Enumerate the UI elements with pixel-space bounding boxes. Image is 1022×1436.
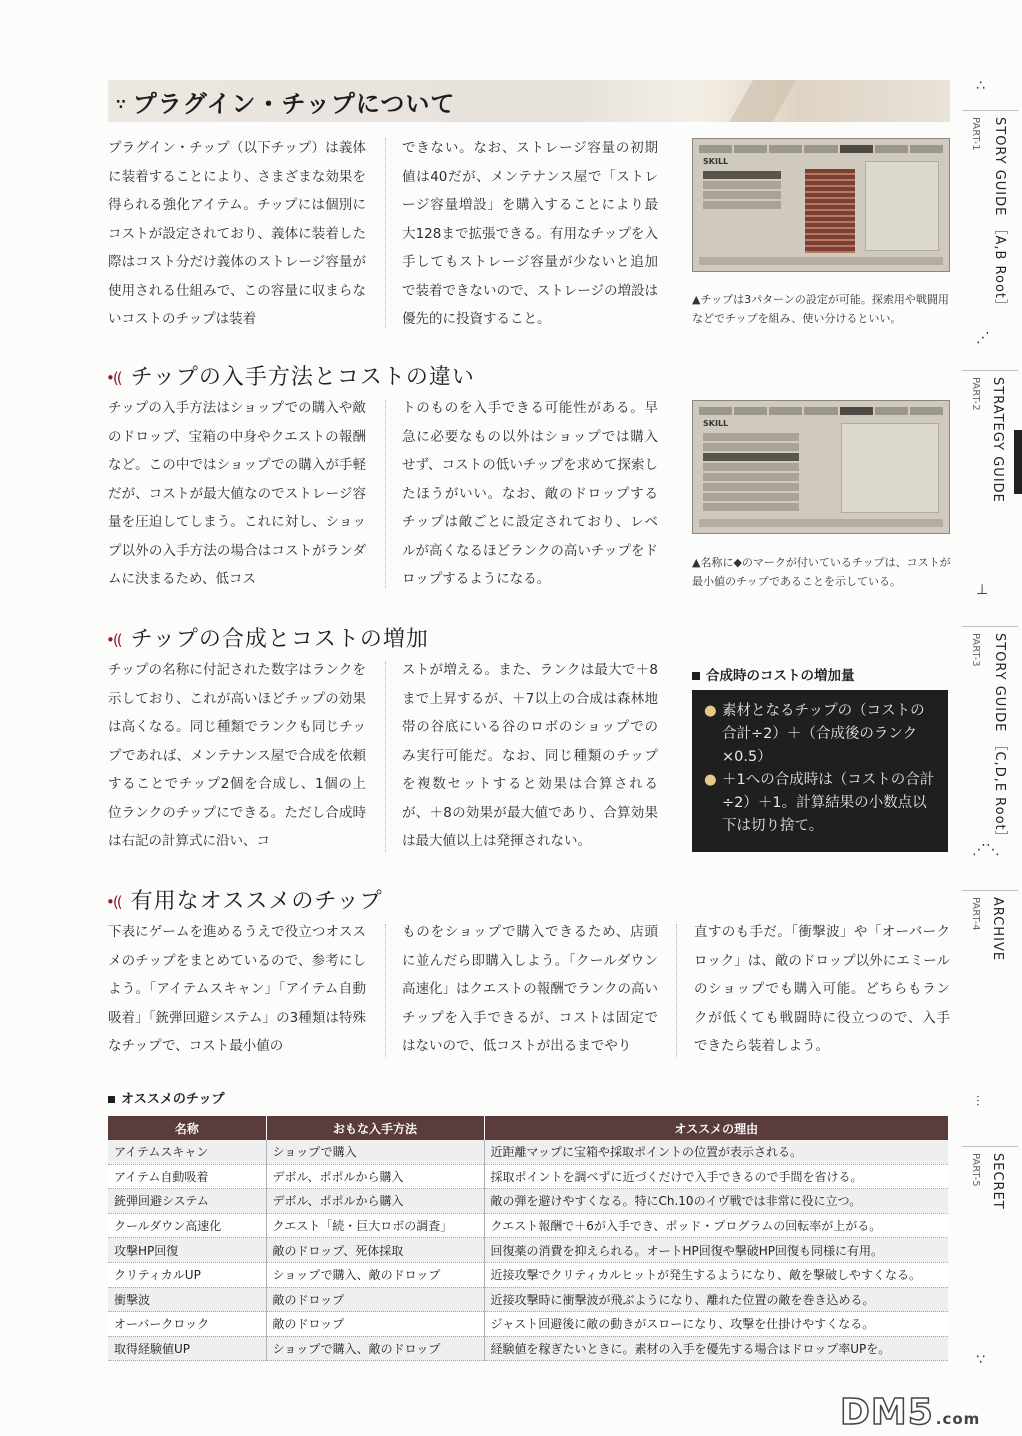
chip-name: 銃弾回避システム [108, 1189, 266, 1214]
table-row [108, 1262, 948, 1287]
intro-caption: ▲チップは3パターンの設定が可能。探索用や戦闘用などでチップを組み、使い分けるといい。 [692, 293, 949, 325]
nav-item-secret[interactable] [962, 1146, 1018, 1347]
section-heading-acquire: •(( チップの入手方法とコストの違い [106, 365, 475, 390]
screenshot-list [703, 171, 781, 211]
title-mark: ∵ [116, 97, 127, 113]
screenshot-footer [699, 519, 943, 527]
sec3-col2: ストが増える。また、ランクは最大で＋8まで上昇するが、＋7以上の合成は森林地帯の谷底にいる谷のロボのショップでのみ実行可能だ。なお、同じ種類のチップを複数セットすると効果は合算されるが、＋8の効果が最大値であり、合算効果は最大値以上は発揮されない。 [402, 662, 658, 849]
nav-symbol-icon: ⫶ [976, 1094, 980, 1110]
title-decoration [710, 80, 830, 122]
screenshot-list [703, 433, 799, 513]
nav-symbol-icon: ⋰ [976, 330, 990, 346]
section-heading-recommended: •(( 有用なオススメのチップ [106, 889, 383, 914]
chip-reason: 採取ポイントを調べずに近づくだけで入手できるので手間を省ける。 [484, 1164, 948, 1189]
sec4-col3: 直すのも手だ。「衝撃波」や「オーバークロック」は、敵のドロップ以外にエミールのショップでも購入可能。どちらもランクが低くても戦闘時に役立つので、入手できたら装着しよう。 [694, 924, 950, 1054]
chip-reason: 経験値を稼ぎたいときに。素材の入手を優先する場合はドロップ率UPを。 [484, 1336, 948, 1361]
nav-item-strategy-guide[interactable] [962, 370, 1018, 571]
chip-source: クエスト「続・巨大ロボの調査」 [266, 1213, 484, 1238]
chip-reason: 近接攻撃でクリティカルヒットが発生するようになり、敵を撃破しやすくなる。 [484, 1262, 948, 1287]
chip-source: ショップで購入、敵のドロップ [266, 1262, 484, 1287]
recommended-chips-table [108, 1116, 948, 1361]
nav-label: STORY GUIDE ［C,D,E Root］ [992, 633, 1007, 845]
nav-part: PART-3 [970, 633, 981, 667]
table-row [108, 1312, 948, 1337]
nav-part: PART-5 [970, 1153, 981, 1187]
sec2-col1: チップの入手方法はショップでの購入や敵のドロップ、宝箱の中身やクエストの報酬など。この中ではショップでの購入が手軽だが、コストが最大値なのでストレージ容量を圧迫してしまう。これに対し、ショップ以外の入手方法の場合はコストがランダムに決まるため、低コス [108, 400, 366, 587]
chip-name: オーバークロック [108, 1312, 266, 1337]
nav-symbol-icon: ⋰⋱ [972, 842, 1000, 858]
nav-label: STRATEGY GUIDE [990, 377, 1005, 503]
sec2-caption: ▲名称に◆のマークが付いているチップは、コストが最小値のチップであることを示している。 [692, 556, 951, 588]
chip-name: アイテム自動吸着 [108, 1164, 266, 1189]
cost-formula-box [692, 690, 948, 852]
table-header: 名称 [108, 1116, 266, 1140]
intro-col1: プラグイン・チップ（以下チップ）は義体に装着することにより、さまざまな効果を得られる強化アイテム。チップには個別にコストが設定されており、義体に装着した際はコスト分だけ義体のストレージ容量が使用される仕組みで、この容量に収まらないコストのチップは装着 [108, 140, 366, 327]
table-row [108, 1336, 948, 1361]
chip-source: ショップで購入 [266, 1140, 484, 1164]
screenshot-footer [699, 257, 943, 265]
table-header-row [108, 1116, 948, 1140]
table-row [108, 1213, 948, 1238]
page-title [116, 84, 455, 119]
screenshot-skill-sets [692, 138, 950, 272]
chip-name: クリティカルUP [108, 1262, 266, 1287]
nav-symbol-icon: ∴ [976, 78, 985, 94]
divider [676, 924, 677, 1058]
screenshot-skill-label: SKILL [703, 157, 729, 166]
chip-source: デボル、ポポルから購入 [266, 1164, 484, 1189]
chip-name: アイテムスキャン [108, 1140, 266, 1164]
bullet-icon: ● [704, 772, 717, 788]
nav-part: PART-2 [970, 377, 981, 411]
chip-source: 敵のドロップ [266, 1287, 484, 1312]
cost-box-title: 合成時のコストの増加量 [692, 664, 855, 684]
formula-item: ● 素材となるチップの（コストの合計÷2）＋（合成後のランク×0.5） [704, 700, 936, 769]
screenshot-tabs [699, 407, 943, 415]
nav-label: STORY GUIDE ［A,B Root］ [992, 117, 1007, 314]
sec3-col1: チップの名称に付記された数字はランクを示しており、これが高いほどチップの効果は高くなる。同じ種類でランクも同じチップであれば、メンテナンス屋で合成を依頼することでチップ2個を合成し、1個の上位ランクのチップにできる。ただし合成時は右記の計算式に沿い、コ [108, 662, 366, 849]
nav-label: ARCHIVE [990, 897, 1005, 962]
section-heading-synthesis: •(( チップの合成とコストの増加 [106, 627, 429, 652]
table-row [108, 1238, 948, 1263]
nav-end-symbol-icon: ∵ [976, 1352, 985, 1368]
chip-name: 攻撃HP回復 [108, 1238, 266, 1263]
chip-name: 取得経験値UP [108, 1336, 266, 1361]
divider [385, 138, 386, 328]
nav-symbol-icon: ⊥ [976, 582, 989, 598]
table-row [108, 1164, 948, 1189]
divider [385, 924, 386, 1058]
nav-item-story-guide-cde[interactable] [962, 626, 1018, 845]
nav-label: SECRET [990, 1153, 1005, 1210]
intro-col2: できない。なお、ストレージ容量の初期値は40だが、メンテナンス屋で「ストレージ容量増設」を購入することにより最大128まで拡張できる。有用なチップを入手してもストレージ容量が少ないと追加で装着できないので、ストレージの増設は優先的に投資すること。 [402, 140, 658, 327]
table-row [108, 1140, 948, 1164]
screenshot-chip-list [692, 400, 950, 534]
nav-item-story-guide-ab[interactable] [962, 110, 1018, 314]
screenshot-stat-panel [841, 423, 939, 513]
divider [385, 400, 386, 588]
chip-source: 敵のドロップ、死体採取 [266, 1238, 484, 1263]
chip-source: ショップで購入、敵のドロップ [266, 1336, 484, 1361]
table-header: おもな入手方法 [266, 1116, 484, 1140]
sec4-col1: 下表にゲームを進めるうえで役立つオススメのチップをまとめているので、参考にしよう。「アイテムスキャン」「アイテム自動吸着」「銃弾回避システム」の3種類は特殊なチップで、コスト最小値の [108, 924, 366, 1054]
chip-reason: 近距離マップに宝箱や採取ポイントの位置が表示される。 [484, 1140, 948, 1164]
section-mark: •(( [106, 369, 121, 387]
square-icon [692, 672, 700, 680]
sec4-col2: ものをショップで購入できるため、店頭に並んだら即購入しよう。「クールダウン高速化」はクエストの報酬でランクの高いチップを入手できるが、コストは固定ではないので、低コストが出るまでやり [402, 924, 658, 1054]
watermark-logo: DM5 .com [840, 1392, 981, 1433]
nav-part: PART-1 [970, 117, 981, 151]
square-icon [108, 1096, 115, 1103]
screenshot-storage-bar [805, 169, 855, 253]
formula-item: ● ＋1への合成時は（コストの合計÷2）＋1。計算結果の小数点以下は切り捨て。 [704, 769, 936, 838]
chip-reason: 近接攻撃時に衝撃波が飛ぶようになり、離れた位置の敵を巻き込める。 [484, 1287, 948, 1312]
section-mark: •(( [106, 893, 121, 911]
section-mark: •(( [106, 631, 121, 649]
chip-name: クールダウン高速化 [108, 1213, 266, 1238]
screenshot-tabs [699, 145, 943, 153]
chip-source: デボル、ポポルから購入 [266, 1189, 484, 1214]
current-section-tab [1014, 430, 1022, 494]
page-title-text: プラグイン・チップについて [132, 90, 456, 118]
nav-item-archive[interactable] [962, 890, 1018, 1071]
screenshot-skill-label: SKILL [703, 419, 729, 428]
table-row [108, 1287, 948, 1312]
nav-part: PART-4 [970, 897, 981, 931]
chip-reason: 回復薬の消費を抑えられる。オートHP回復や撃破HP回復も同様に有用。 [484, 1238, 948, 1263]
chip-reason: ジャスト回避後に敵の動きがスローになり、攻撃を仕掛けやすくなる。 [484, 1312, 948, 1337]
sec2-col2: トのものを入手できる可能性がある。早急に必要なもの以外はショップでは購入せず、コストの低いチップを求めて探索したほうがいい。なお、敵のドロップするチップは敵ごとに設定されており、レベルが高くなるほどランクの高いチップをドロップするようになる。 [402, 400, 658, 587]
chip-source: 敵のドロップ [266, 1312, 484, 1337]
chip-reason: クエスト報酬で＋6が入手でき、ポッド・プログラムの回転率が上がる。 [484, 1213, 948, 1238]
bullet-icon: ● [704, 703, 717, 719]
divider [385, 662, 386, 852]
chip-name: 衝撃波 [108, 1287, 266, 1312]
table-title: オススメのチップ [108, 1088, 224, 1107]
table-row [108, 1189, 948, 1214]
table-header: オススメの理由 [484, 1116, 948, 1140]
chip-reason: 敵の弾を避けやすくなる。特にCh.10のイヴ戦では非常に役に立つ。 [484, 1189, 948, 1214]
screenshot-stat-panel [865, 161, 939, 251]
